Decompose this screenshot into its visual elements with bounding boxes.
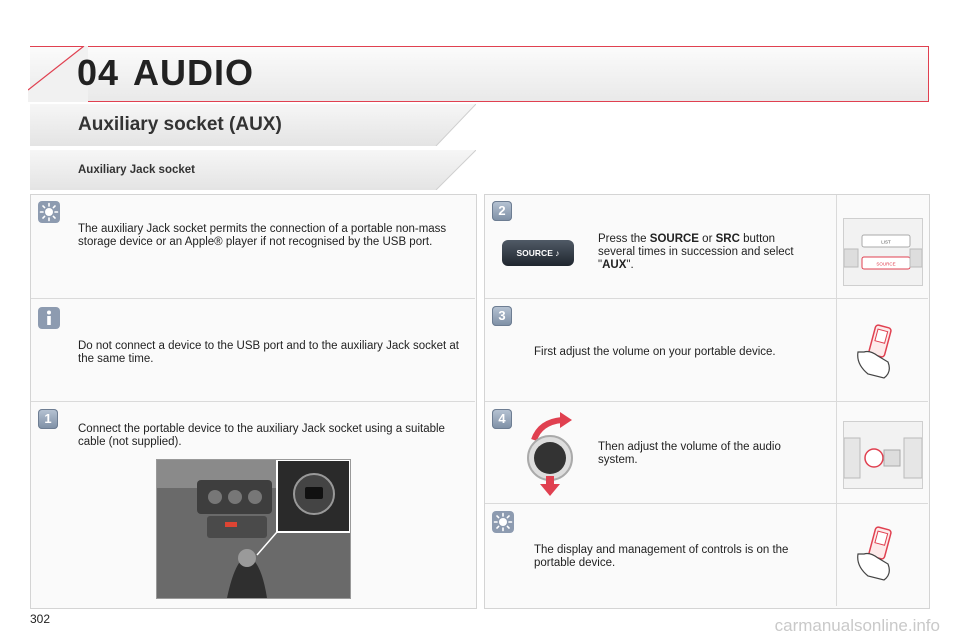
source-button-label: SOURCE <box>516 248 553 258</box>
step-1-badge: 1 <box>38 409 58 429</box>
music-note-icon: ♪ <box>555 248 560 258</box>
watermark: carmanualsonline.info <box>774 616 940 635</box>
subsection-title: Auxiliary Jack socket <box>78 164 195 176</box>
divider <box>31 401 475 402</box>
warning-text: Do not connect a device to the USB port and to the auxiliary Jack socket at the same time. <box>78 340 459 365</box>
page-number: 302 <box>30 612 51 626</box>
control-panel-thumbnail <box>843 218 923 286</box>
step-3-badge: 3 <box>492 306 512 326</box>
portable-device-hand-icon <box>848 524 908 584</box>
thumbnail-column-divider <box>836 195 837 606</box>
source-keyword: SOURCE <box>649 233 699 245</box>
tip-portable-text: The display and management of controls is on the portable device. <box>534 544 789 569</box>
aux-keyword: AUX <box>602 259 627 271</box>
volume-knob-icon <box>520 410 580 496</box>
chapter-title: AUDIO <box>133 52 254 93</box>
divider <box>485 503 928 504</box>
panel-list-label: LIST <box>881 239 891 245</box>
step-2-text: Press the SOURCE or SRC button several times in succession and select "AUX". <box>598 233 794 271</box>
tip-icon <box>491 510 515 534</box>
step-2-badge: 2 <box>492 201 512 221</box>
source-button-image <box>502 240 574 266</box>
step-1-text: Connect the portable device to the auxiliary Jack socket using a suitable cable (not supplied). <box>78 423 445 448</box>
portable-device-hand-icon <box>848 322 908 382</box>
chapter-number: 04 <box>77 52 120 93</box>
tip-icon <box>37 200 61 224</box>
section-title: Auxiliary socket (AUX) <box>78 114 282 135</box>
src-keyword: SRC <box>715 233 740 245</box>
panel-source-label: SOURCE <box>876 261 896 267</box>
step-4-text: Then adjust the volume of the audio system. <box>598 441 781 466</box>
tip-text: The auxiliary Jack socket permits the connection of a portable non-mass storage device or an Apple® player if not recognised by the USB port. <box>78 223 447 248</box>
step-4-badge: 4 <box>492 409 512 429</box>
audio-system-thumbnail <box>843 421 923 489</box>
step-3-text: First adjust the volume on your portable device. <box>534 346 776 358</box>
console-photo <box>156 459 351 599</box>
divider <box>31 298 475 299</box>
divider <box>485 401 928 402</box>
info-icon <box>37 306 61 330</box>
divider <box>485 298 928 299</box>
